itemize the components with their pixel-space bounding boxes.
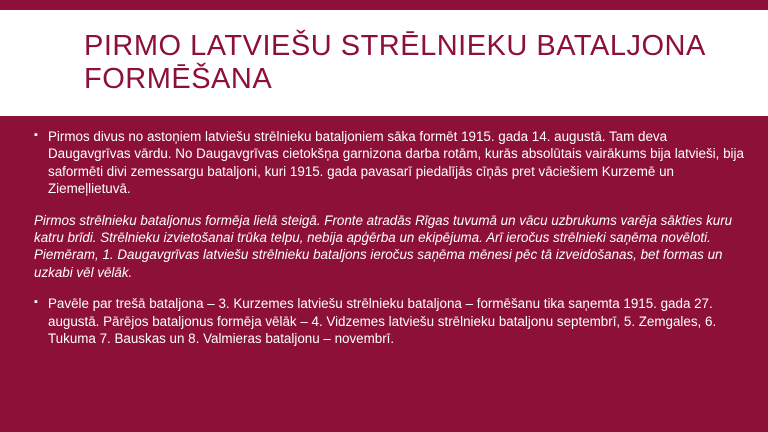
bullet-text-2: Pavēle par trešā bataljona – 3. Kurzemes latviešu strēlnieku bataljona – formēšanu tika saņemta 1915. gada 27. augustā. Pārējos bataljonus formēja vēlāk – 4. Vidzemes latviešu strēlnieku bataljonu septembrī, 5. Zemgales, 6. Tukuma 7. Bauskas un 8. Valmieras bataljonu – novembrī. bbox=[48, 296, 717, 347]
italic-paragraph: Pirmos strēlnieku bataljonus formēja lielā steigā. Fronte atradās Rīgas tuvumā un vācu uzbrukums varēja sākties kuru katru brīdi. Strēlnieku izvietošanai trūka telpu, nebija apģērba un ekipējuma. Arī ieročus strēlnieki saņēma novēloti. Piemēram, 1. Daugavgrīvas latviešu strēlnieku bataljons ieročus saņēma mēnesi pēc tā izveidošanas, bet formas un uzkabi vēl vēlāk. bbox=[34, 212, 733, 280]
bullet-marker-icon: ▪ bbox=[34, 129, 38, 141]
bullet-item-2 bbox=[34, 295, 746, 347]
bullet-item-1 bbox=[34, 128, 746, 198]
bullet-marker-icon: ▪ bbox=[34, 296, 38, 309]
bullet-text-1: Pirmos divus no astoņiem latviešu strēlnieku bataljoniem sāka formēt 1915. gada 14. augustā. Tam deva Daugavgrīvas vārdu. No Daugavgrīvas cietokšņa garnizona darba rotām, kurās absolūtais vairākums bija latvieši, bija saformēti divi zemessargu bataljoni, kuri 1915. gada pavasarī piedalījās cīņās pret vāciešiem Kurzemē un Ziemeļlietuvā. bbox=[48, 129, 744, 197]
title-band bbox=[0, 10, 768, 116]
slide-body bbox=[34, 128, 746, 361]
slide-title: PIRMO LATVIEŠU STRĒLNIEKU BATALJONA FORMĒŠANA bbox=[84, 30, 705, 95]
top-accent-bar bbox=[0, 0, 768, 10]
